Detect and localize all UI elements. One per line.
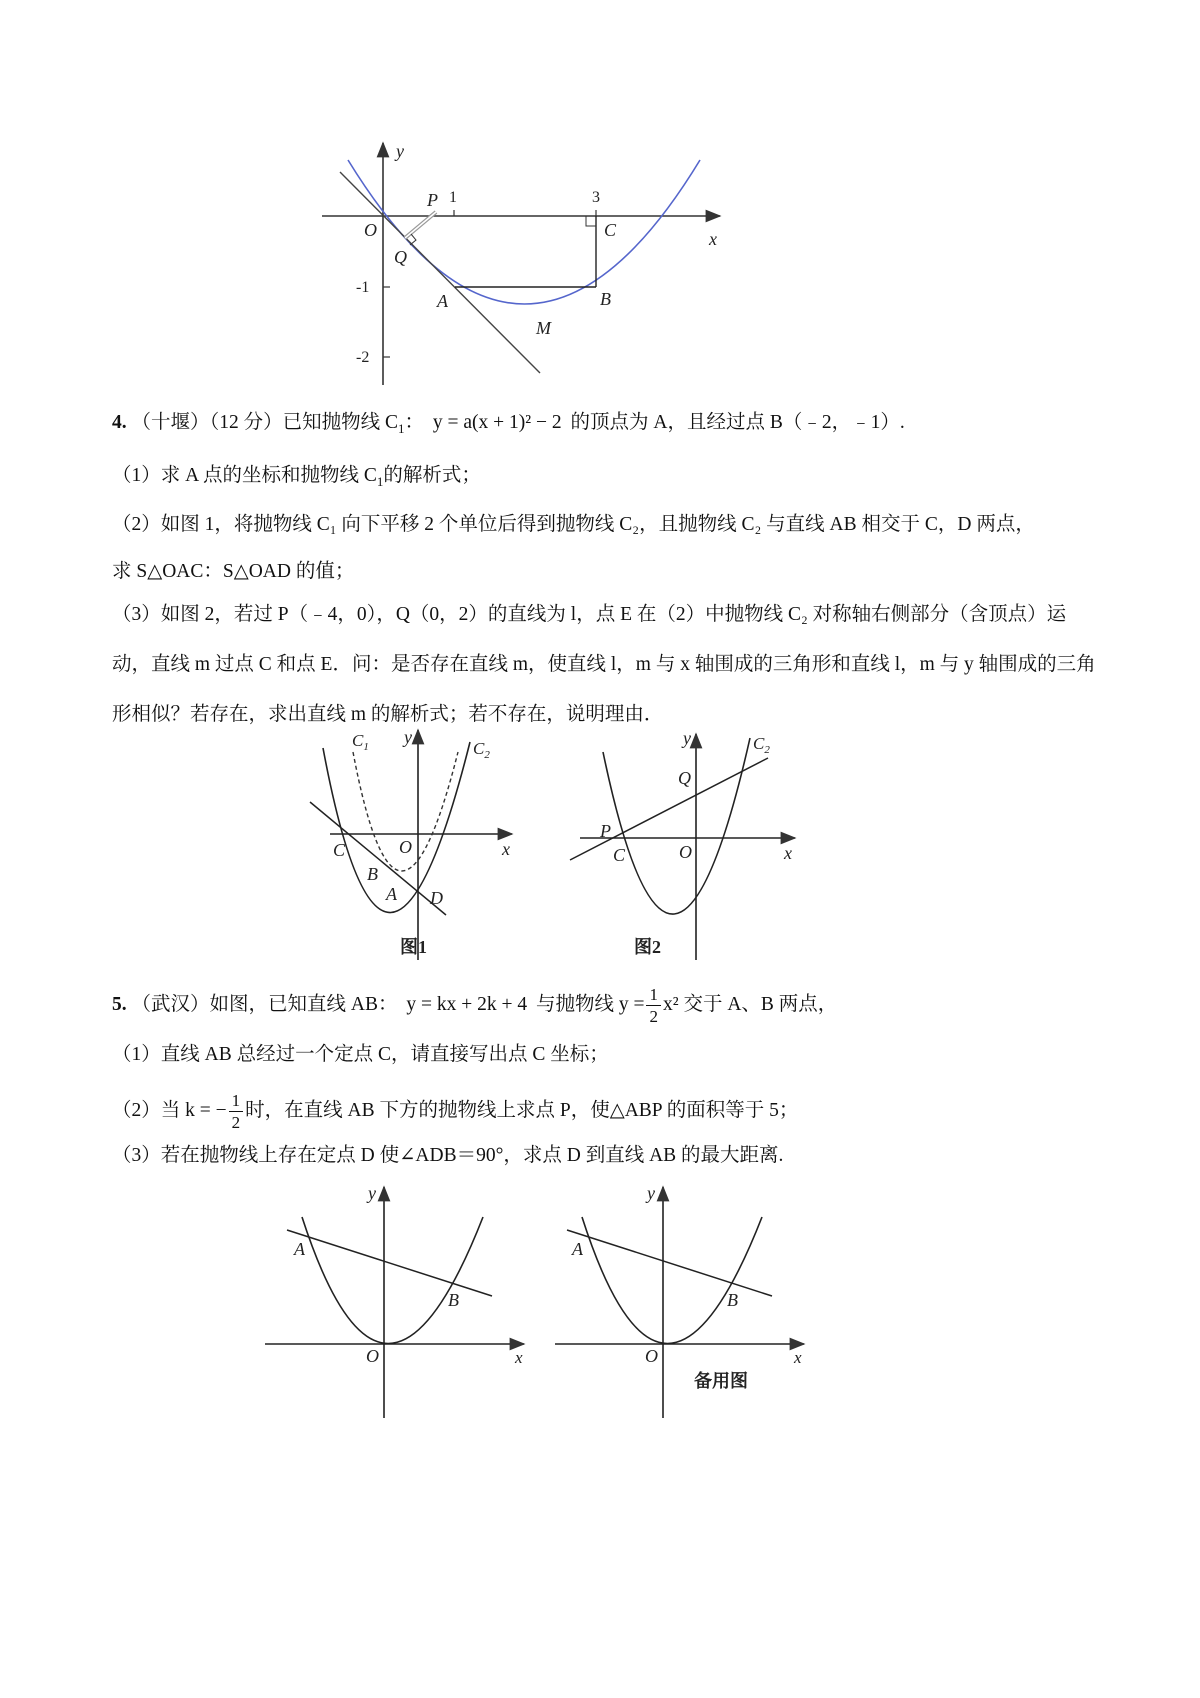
- problem-4-q1: （1）求 A 点的坐标和抛物线 $C_1$的解析式；: [112, 465, 481, 489]
- label-o: O: [679, 842, 692, 862]
- figure-1-graph: [320, 130, 760, 400]
- label-y: y: [683, 728, 691, 748]
- label-c: C: [604, 220, 617, 240]
- label-o: O: [366, 1346, 379, 1366]
- label-b: B: [727, 1290, 738, 1310]
- label-q: Q: [678, 768, 691, 788]
- label-b: B: [448, 1290, 459, 1310]
- label-a: A: [572, 1239, 583, 1259]
- tick-m2: -2: [356, 349, 370, 366]
- problem-4-q2-line1: （2）如图 1，将抛物线 C₁ 向下平移 2 个单位后得到抛物线 C₂，且抛物线 C₂ 与直线 AB 相交于 C，D 两点，: [112, 514, 1035, 535]
- label-m: M: [536, 318, 551, 338]
- label-o: O: [364, 220, 377, 240]
- label-c: C: [333, 840, 346, 860]
- figure-3-right: [550, 1180, 820, 1405]
- label-x: x: [709, 229, 717, 249]
- caption-fig2: 图2: [634, 937, 661, 957]
- label-b: B: [600, 289, 611, 309]
- label-o: O: [399, 837, 412, 857]
- fraction-half: $\frac{1}{2}$: [229, 1092, 244, 1131]
- tangent-line: [340, 172, 540, 373]
- label-c: C: [613, 845, 626, 865]
- label-x: x: [515, 1348, 523, 1367]
- parabola: [302, 1217, 483, 1344]
- label-o: O: [645, 1346, 658, 1366]
- figure-2-right: [560, 720, 810, 970]
- label-a: A: [437, 291, 448, 311]
- label-c2: $C_2$: [473, 739, 490, 761]
- label-a: A: [386, 884, 397, 904]
- parabola: [582, 1217, 762, 1344]
- problem-4-q2-line2: 求 S△OAC：S△OAD 的值；: [112, 561, 355, 582]
- problem-4-intro: 4. （十堰）（12 分）已知抛物线 $C_1$： y = a(x + 1)² − 2 的顶点为 A，且经过点 B（﹣2，﹣1）.: [112, 412, 905, 436]
- label-y: y: [368, 1183, 376, 1203]
- label-y: y: [396, 141, 404, 161]
- label-d: D: [430, 888, 443, 908]
- problem-5-q1: （1）直线 AB 总经过一个定点 C，请直接写出点 C 坐标；: [112, 1044, 609, 1065]
- equation-ab: y = kx + 2k + 4: [406, 993, 528, 1015]
- equation-c1: y = a(x + 1)² − 2: [432, 412, 562, 433]
- label-p: P: [427, 190, 438, 210]
- problem-4-number: 4.: [112, 412, 127, 433]
- tick-3: 3: [592, 189, 600, 206]
- problem-5-intro: 5. （武汉）如图，已知直线 AB： y = kx + 2k + 4 与抛物线 y = $\frac{1}{2}$ x² 交于 A、B 两点，: [112, 985, 838, 1026]
- label-y: y: [404, 727, 412, 747]
- line-ab: [310, 802, 446, 915]
- label-y: y: [647, 1183, 655, 1203]
- label-c1: $C_1$: [352, 731, 369, 753]
- problem-5-q3: （3）若在抛物线上存在定点 D 使∠ADB＝90°，求点 D 到直线 AB 的最大距离.: [112, 1145, 784, 1166]
- figure-3-left: [260, 1180, 535, 1425]
- line-l: [570, 758, 768, 860]
- line-ab: [287, 1230, 492, 1296]
- caption-spare: 备用图: [694, 1371, 748, 1391]
- fraction-half: $\frac{1}{2}$: [646, 986, 661, 1025]
- problem-4-q3: （3）如图 2，若过 P（﹣4，0），Q（0，2）的直线为 l，点 E 在（2）中抛物线 C₂ 对称轴右侧部分（含顶点）运动，直线 m 过点 C 和点 E．问：是否存在直线 m，使直线 l，m 与 x 轴围成的三角形和直线 l，m 与 y 轴围成的三角形相似？若存在，求出直线 m 的解析式；若不存在，说明理由．: [112, 604, 1096, 725]
- figure-2-left: [290, 720, 530, 970]
- problem-5-q2: （2）当 k = − $\frac{1}{2}$ 时，在直线 AB 下方的抛物线上求点 P，使△ABP 的面积等于 5；: [112, 1091, 799, 1132]
- label-q: Q: [394, 247, 407, 267]
- label-b: B: [367, 864, 378, 884]
- label-c2: $C_2$: [753, 734, 770, 756]
- tick-m1: -1: [356, 279, 370, 296]
- label-x: x: [794, 1348, 802, 1367]
- problem-5-number: 5.: [112, 993, 127, 1015]
- caption-fig1: 图1: [400, 937, 427, 957]
- label-p: P: [600, 821, 611, 841]
- label-x: x: [784, 843, 792, 863]
- label-a: A: [294, 1239, 305, 1259]
- label-x: x: [502, 839, 510, 859]
- parabola-c2: [603, 738, 750, 914]
- parabola-curve: [348, 160, 700, 304]
- tick-1: 1: [449, 189, 457, 206]
